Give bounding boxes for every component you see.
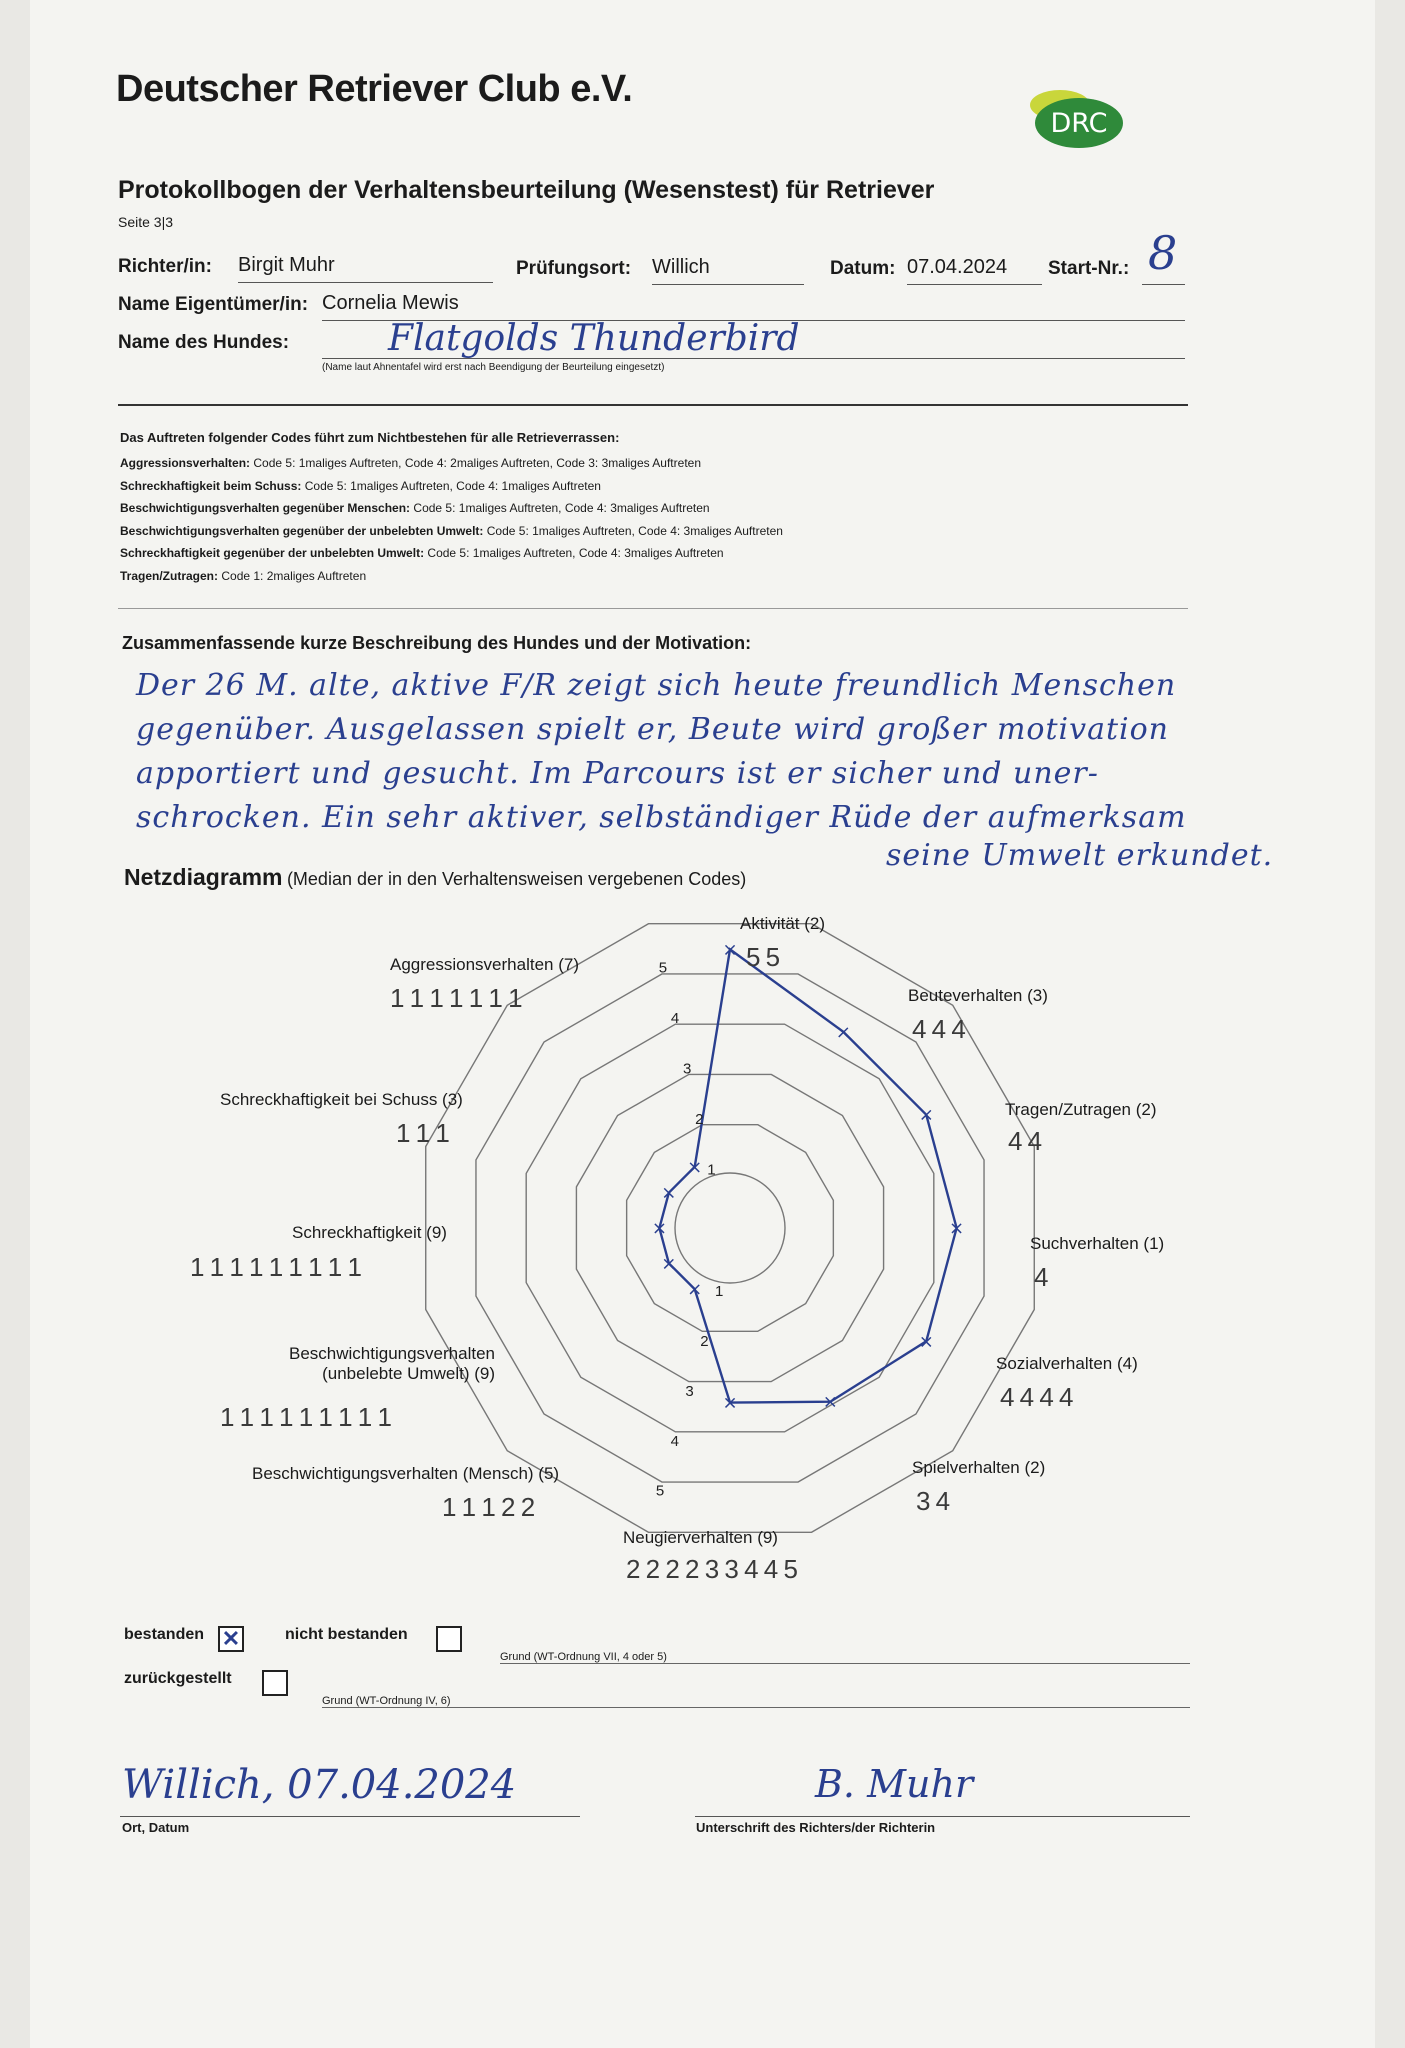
deferred-checkbox[interactable]	[262, 1670, 288, 1696]
passed-checkbox[interactable]	[218, 1626, 244, 1652]
axis-label-sozialverhalten: Sozialverhalten (4)	[996, 1354, 1138, 1373]
judge-field[interactable]: Birgit Muhr	[238, 254, 493, 283]
judge-signature-label: Unterschrift des Richters/der Richterin	[696, 1820, 936, 1835]
owner-value: Cornelia Mewis	[322, 292, 459, 314]
value-marker: ×	[722, 939, 738, 961]
summary-heading: Zusammenfassende kurze Beschreibung des Hundes und der Motivation:	[122, 633, 752, 653]
drc-logo: DRC	[1035, 98, 1123, 148]
axis-label-suchverhalten: Suchverhalten (1)	[1030, 1234, 1165, 1253]
judge-signature-field[interactable]	[695, 1762, 1190, 1817]
axis-label-beschwichtigung-mensch: Beschwichtigungsverhalten (Mensch) (5)	[252, 1464, 560, 1483]
value-marker: ×	[949, 1218, 965, 1239]
radar-ring	[526, 1021, 934, 1432]
location-label: Prüfungsort:	[516, 258, 632, 279]
failed-reason-field[interactable]	[500, 1651, 1190, 1664]
radar-ring	[576, 1074, 883, 1381]
rules-heading: Das Auftreten folgender Codes führt zum Nichtbestehen für alle Retrieverrassen:	[120, 430, 620, 445]
axis-label-schreck-schuss: Schreckhaftigkeit bei Schuss (3)	[220, 1090, 463, 1109]
axis-label-beschwichtigung-umwelt: Beschwichtigungsverhalten (unbelebte Umwelt) (9)	[288, 1344, 495, 1383]
value-marker: ×	[835, 1021, 851, 1043]
value-marker: ×	[822, 1391, 838, 1413]
code-boxes-schreck-schuss: 1 1 1	[396, 1118, 449, 1148]
judge-label: Richter/in:	[118, 256, 212, 277]
scale-label-lower: 5	[655, 1482, 665, 1500]
value-marker: ×	[687, 1156, 703, 1178]
failed-reason-label: Grund (WT-Ordnung VII, 4 oder 5)	[500, 1651, 667, 1663]
scale-label-lower: 2	[700, 1333, 709, 1351]
form-page	[30, 0, 1375, 2048]
place-date-label: Ort, Datum	[122, 1820, 190, 1835]
scale-label-lower: 1	[714, 1283, 724, 1301]
axis-label-schreckhaftigkeit: Schreckhaftigkeit (9)	[292, 1223, 447, 1242]
rule-item: Beschwichtigungsverhalten gegenüber der unbelebten Umwelt: Code 5: 1maliges Auftreten, Code 4: 3maliges Auftreten	[120, 523, 783, 538]
axis-label-tragen: Tragen/Zutragen (2)	[1005, 1100, 1157, 1119]
scale-label-upper: 2	[695, 1111, 704, 1129]
dog-label: Name des Hundes:	[118, 332, 290, 353]
deferred-label: zurückgestellt	[124, 1670, 232, 1687]
date-field[interactable]: 07.04.2024	[907, 256, 1042, 285]
start-number-label: Start-Nr.:	[1048, 258, 1130, 279]
page-number: Seite 3|3	[118, 214, 174, 230]
rule-item: Aggressionsverhalten: Code 5: 1maliges Auftreten, Code 4: 2maliges Auftreten, Code 3: 3maliges Auftreten	[120, 456, 701, 470]
code-boxes-aktivitaet: 5 5	[746, 942, 780, 972]
code-boxes-suchverhalten: 4	[1034, 1262, 1048, 1292]
scale-label-lower: 4	[670, 1432, 680, 1450]
summary-line: schrocken. Ein sehr aktiver, selbständiger Rüde der aufmerksam	[136, 800, 1187, 835]
form-title: Protokollbogen der Verhaltensbeurteilung (Wesenstest) für Retriever	[118, 176, 935, 204]
scale-label-upper: 1	[707, 1161, 716, 1179]
place-date-field[interactable]	[120, 1762, 580, 1817]
judge-signature-value: B. Muhr	[815, 1762, 974, 1806]
code-boxes-beschwichtigung-mensch: 1 1 1 2 2	[442, 1492, 535, 1522]
axis-label-aktivitaet: Aktivität (2)	[740, 914, 826, 933]
value-marker: ×	[918, 1104, 934, 1126]
dog-name-note: (Name laut Ahnentafel wird erst nach Beendigung der Beurteilung eingesetzt)	[322, 362, 665, 373]
radar-polygon	[652, 939, 964, 1413]
failed-label: nicht bestanden	[285, 1626, 408, 1643]
passed-label: bestanden	[124, 1626, 205, 1643]
deferred-reason-field[interactable]	[322, 1695, 1190, 1708]
place-date-value: Willich, 07.04.2024	[122, 1762, 517, 1808]
axis-label-aggression: Aggressionsverhalten (7)	[390, 955, 579, 974]
radar-ring	[675, 1173, 785, 1283]
axis-label-neugierverhalten: Neugierverhalten (9)	[623, 1528, 778, 1547]
rule-item: Schreckhaftigkeit beim Schuss: Code 5: 1maliges Auftreten, Code 4: 1maliges Auftreten	[120, 478, 601, 493]
scale-label-lower: 3	[685, 1382, 694, 1400]
code-boxes-aggression: 1 1 1 1 1 1 1	[390, 983, 522, 1013]
rule-item: Beschwichtigungsverhalten gegenüber Menschen: Code 5: 1maliges Auftreten, Code 4: 3maliges Auftreten	[120, 501, 710, 516]
deferred-reason-label: Grund (WT-Ordnung IV, 6)	[322, 1695, 451, 1707]
diagram-title: Netzdiagramm	[124, 864, 283, 890]
scale-label-upper: 4	[670, 1010, 680, 1028]
code-boxes-neugierverhalten: 2 2 2 2 3 3 4 4 5	[626, 1554, 797, 1584]
value-marker: ×	[722, 1392, 738, 1414]
owner-label: Name Eigentümer/in:	[118, 294, 309, 315]
axis-label-spielverhalten: Spielverhalten (2)	[912, 1458, 1046, 1477]
value-marker: ×	[651, 1218, 667, 1239]
radar-chart	[30, 0, 1375, 1620]
value-marker: ×	[918, 1331, 934, 1353]
rule-item: Tragen/Zutragen: Code 1: 2maliges Auftreten	[120, 568, 367, 583]
rule-item: Schreckhaftigkeit gegenüber der unbelebten Umwelt: Code 5: 1maliges Auftreten, Code 4: 3maliges Auftreten	[120, 546, 724, 561]
passed-check-mark: ✕	[221, 1626, 241, 1651]
summary-line: seine Umwelt erkundet.	[886, 838, 1274, 873]
scale-label-upper: 5	[658, 959, 668, 977]
code-boxes-sozialverhalten: 4 4 4 4	[1000, 1382, 1073, 1412]
value-marker: ×	[687, 1279, 703, 1301]
value-marker: ×	[661, 1253, 677, 1275]
value-marker: ×	[661, 1182, 677, 1204]
summary-line: Der 26 M. alte, aktive F/R zeigt sich heute freundlich Menschen	[136, 668, 1177, 703]
summary-line: apportiert und gesucht. Im Parcours ist er sicher und uner-	[136, 756, 1099, 791]
axis-label-beuteverhalten: Beuteverhalten (3)	[908, 986, 1048, 1005]
scale-label-upper: 3	[683, 1060, 692, 1078]
org-name: Deutscher Retriever Club e.V.	[116, 68, 633, 110]
date-label: Datum:	[830, 258, 896, 279]
code-boxes-spielverhalten: 3 4	[916, 1486, 950, 1516]
code-boxes-beuteverhalten: 4 4 4	[912, 1014, 965, 1044]
diagram-subtitle: (Median der in den Verhaltensweisen vergebenen Codes)	[286, 869, 747, 889]
code-boxes-schreckhaftigkeit: 1 1 1 1 1 1 1 1 1	[190, 1252, 361, 1282]
dog-name-value: Flatgolds Thunderbird	[388, 318, 800, 359]
failed-checkbox[interactable]	[436, 1626, 462, 1652]
code-boxes-tragen: 4 4	[1008, 1126, 1042, 1156]
code-boxes-beschwichtigung-umwelt: 1 1 1 1 1 1 1 1 1	[220, 1402, 391, 1432]
location-field[interactable]: Willich	[652, 256, 804, 285]
summary-line: gegenüber. Ausgelassen spielt er, Beute wird großer motivation	[136, 712, 1169, 747]
start-number-value: 8	[1148, 226, 1178, 280]
